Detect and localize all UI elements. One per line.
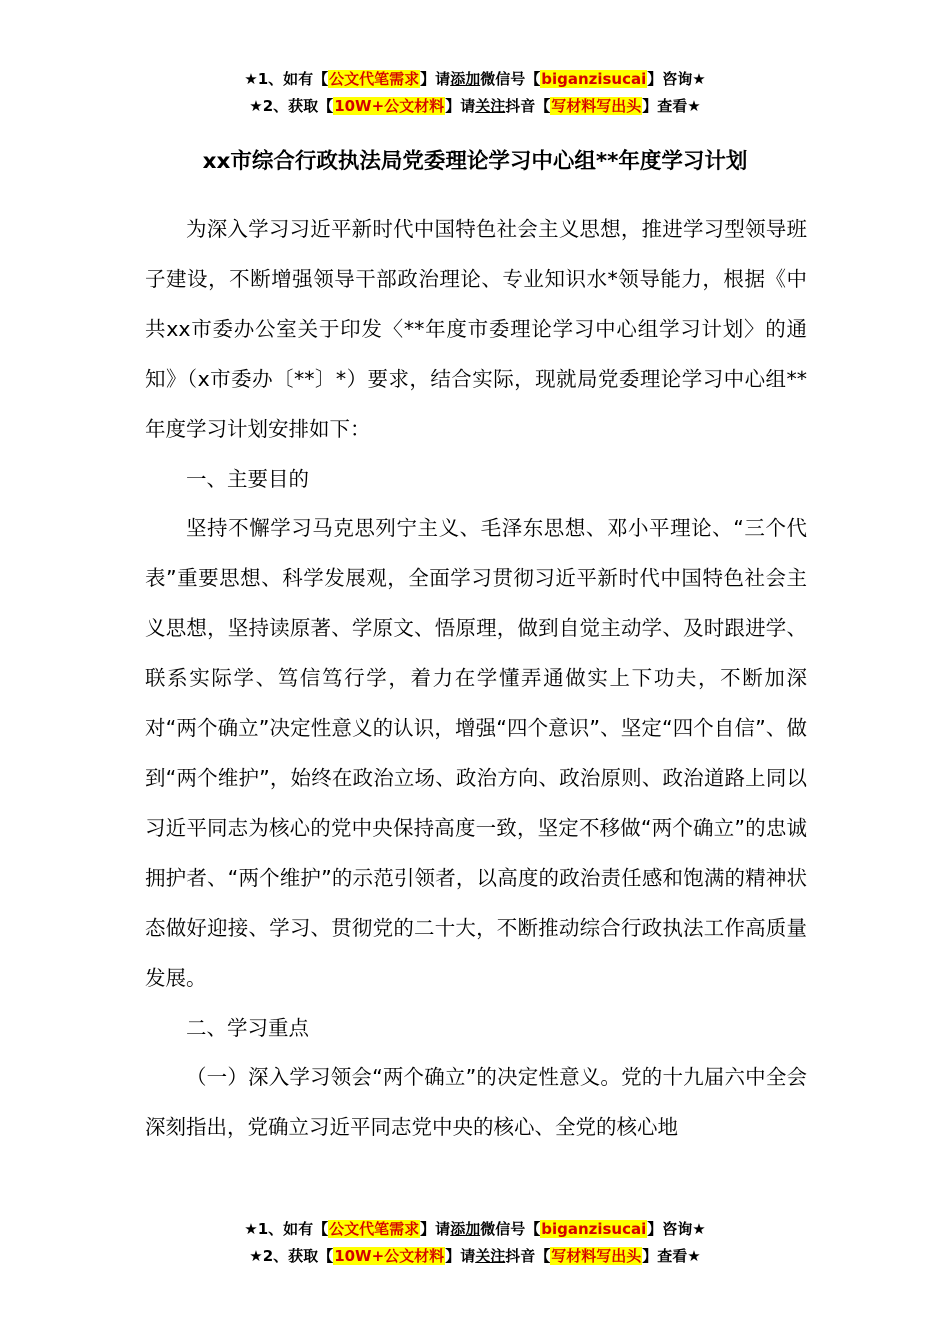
- paragraph-purpose: 坚持不懈学习马克思列宁主义、毛泽东思想、邓小平理论、“三个代表”重要思想、科学发展观，全面学习贯彻习近平新时代中国特色社会主义思想，坚持读原著、学原文、悟原理，做到自觉主动学、及时跟进学、联系实际学、笃信笃行学，着力在学懂弄通做实上下功夫，不断加深对“两个确立”决定性意义的认识，增强“四个意识”、坚定“四个自信”、做到“两个维护”，始终在政治立场、政治方向、政治原则、政治道路上同以习近平同志为核心的党中央保持高度一致，坚定不移做“两个确立”的忠诚拥护者、“两个维护”的示范引领者，以高度的政治责任感和饱满的精神状态做好迎接、学习、贯彻党的二十大，不断推动综合行政执法工作高质量发展。: [145, 516, 807, 990]
- document-title: xx市综合行政执法局党委理论学习中心组**年度学习计划: [202, 149, 748, 174]
- footer-highlight-materials: 10W+公文材料: [334, 1247, 445, 1265]
- paragraph-focus-1: （一）深入学习领会“两个确立”的决定性意义。党的十九届六中全会深刻指出，党确立习近平同志党中央的核心、全党的核心地: [145, 1065, 807, 1140]
- footer-line-1: ★1、如有【公文代笔需求】请添加微信号【biganzisucai】咨询★: [244, 1220, 706, 1238]
- banner-line-2: ★2、获取【10W+公文材料】请关注抖音【写材料写出头】查看★: [249, 97, 701, 115]
- footer-banner: [0, 1216, 950, 1270]
- document-body: [145, 205, 807, 1153]
- highlight-wechat-id: biganzisucai: [541, 70, 647, 88]
- footer-line-2: ★2、获取【10W+公文材料】请关注抖音【写材料写出头】查看★: [249, 1247, 701, 1265]
- footer-highlight-service: 公文代笔需求: [329, 1220, 420, 1238]
- highlight-materials: 10W+公文材料: [334, 97, 445, 115]
- footer-highlight-wechat-id: biganzisucai: [541, 1220, 647, 1238]
- paragraph-intro: 为深入学习习近平新时代中国特色社会主义思想，推进学习型领导班子建设，不断增强领导干部政治理论、专业知识水*领导能力，根据《中共xx市委办公室关于印发〈**年度市委理论学习中心组学习计划〉的通知》（x市委办〔**〕*）要求，结合实际，现就局党委理论学习中心组**年度学习计划安排如下：: [145, 217, 807, 441]
- footer-highlight-douyin-id: 写材料写出头: [551, 1247, 642, 1265]
- highlight-douyin-id: 写材料写出头: [551, 97, 642, 115]
- banner-line-1: ★1、如有【公文代笔需求】请添加微信号【biganzisucai】咨询★: [244, 70, 706, 88]
- section-heading-1: 一、主要目的: [186, 466, 309, 491]
- header-banner: [0, 66, 950, 120]
- highlight-service: 公文代笔需求: [329, 70, 420, 88]
- section-heading-2: 二、学习重点: [186, 1015, 309, 1040]
